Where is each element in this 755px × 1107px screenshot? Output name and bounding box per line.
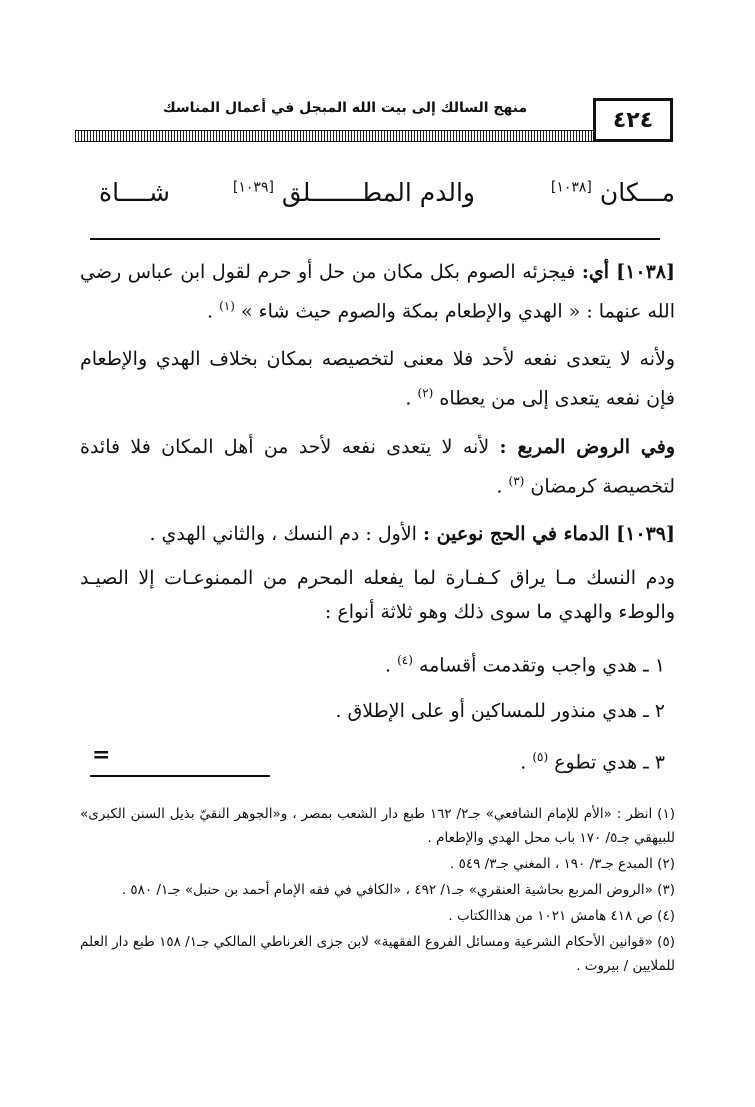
note-1038-lead: [١٠٣٨] أي: <box>581 261 675 283</box>
paragraph-1038 <box>80 255 675 328</box>
paragraph-2-text: ولأنه لا يتعدى نفعه لأحد فلا معنى لتخصيصه بمكان بخلاف الهدي والإطعام فإن نفعه يتعدى إلى من يعطاه <box>80 348 675 410</box>
matn-word-1: مـــكان <box>599 178 675 207</box>
period-3: . <box>496 474 503 497</box>
paragraph-5 <box>80 561 675 629</box>
list-item-1-text: ١ ـ هدي واجب وتقدمت أقسامه <box>418 654 665 677</box>
footnote-ref-2: (٢) <box>417 386 434 401</box>
list-item-2 <box>80 694 675 728</box>
header-rule <box>75 130 593 142</box>
note-1039-text: الأول : دم النسك ، والثاني الهدي . <box>149 522 417 545</box>
period-2: . <box>405 387 412 410</box>
commentary <box>80 255 675 792</box>
paragraph-1039 <box>80 517 675 551</box>
continuation-mark: = <box>92 742 111 768</box>
matn-word-shah: شــــاة <box>99 178 170 207</box>
period-5: . <box>520 751 527 774</box>
footnotes <box>80 802 675 980</box>
paragraph-3-lead: وفي الروض المربع : <box>499 435 675 458</box>
footnote-ref-5: (٥) <box>532 750 549 765</box>
footnote-1: (١) انظر : «الأم للإمام الشافعي» جـ٢/ ١٦٢ طبع دار الشعب بمصر ، و«الجوهر النقيّ بذيل السنن الكبرى» للبيهقي جـ٥/ ١٧٠ باب محل الهدي والإطعام . <box>80 806 675 846</box>
matn-rule <box>90 238 660 240</box>
list-item-3 <box>80 740 675 779</box>
matn-line <box>75 178 675 220</box>
footnote-rule <box>90 775 270 777</box>
footnote-5: (٥) «قوانين الأحكام الشرعية ومسائل الفروع الفقهية» لابن جزى الغرناطي المالكي جـ١/ ١٥٨ طبع دار العلم للملايين / بيروت . <box>80 934 675 974</box>
paragraph-2 <box>80 342 675 415</box>
footnote-ref-4: (٤) <box>397 652 413 667</box>
note-1039-lead: [١٠٣٩] الدماء في الحج نوعين : <box>423 522 675 545</box>
list-item-2-text: ٢ ـ هدي منذور للمساكين أو على الإطلاق . <box>335 700 665 723</box>
page-number: ٤٢٤ <box>593 98 673 142</box>
paragraph-5-text: ودم النسك مـا يراق كـفـارة لما يفعله المحرم من الممنوعـات إلا الصيـد والوطء والهدي ما سوى ذلك وهو ثلاثة أنواع : <box>80 566 675 623</box>
page-header <box>75 98 673 146</box>
matn-word-makan <box>551 178 675 207</box>
footnote-ref-3: (٣) <box>508 473 525 488</box>
note-1038-text: فيجزئه الصوم بكل مكان من حل أو حرم لقول ابن عباس رضي الله عنهما : « الهدي والإطعام بمكة والصوم حيث شاء » <box>80 261 675 323</box>
period-1: . <box>207 300 214 323</box>
footnote-4: (٤) ص ٤١٨ هامش ١٠٢١ من هذاالكتاب . <box>448 908 675 924</box>
paragraph-3 <box>80 430 675 503</box>
footnote-3: (٣) «الروض المربع بحاشية العنقري» جـ١/ ٤٩٢ ، «الكافي في فقه الإمام أحمد بن حنبل» جـ١/ ٥٨٠ . <box>121 882 675 898</box>
footnote-2: (٢) المبدع جـ٣/ ١٩٠ ، المغني جـ٣/ ٥٤٩ . <box>450 856 675 872</box>
matn-ref-1039: [١٠٣٩] <box>232 179 274 196</box>
running-title: منهج السالك إلى بيت الله المبجل في أعمال المناسك <box>162 100 528 116</box>
matn-word-2: والدم المطـــــــلق <box>281 178 475 207</box>
matn-word-dam <box>233 178 475 207</box>
footnote-ref-1: (١) <box>219 299 235 313</box>
paragraph-3-text: لأنه لا يتعدى نفعه لأحد من أهل المكان فلا فائدة لتخصيصة كرمضان <box>80 435 675 497</box>
matn-ref-1038: [١٠٣٨] <box>550 179 592 196</box>
list-item-1 <box>80 643 675 682</box>
period-4: . <box>384 654 392 677</box>
list-item-3-text: ٣ ـ هدي تطوع <box>554 751 665 774</box>
